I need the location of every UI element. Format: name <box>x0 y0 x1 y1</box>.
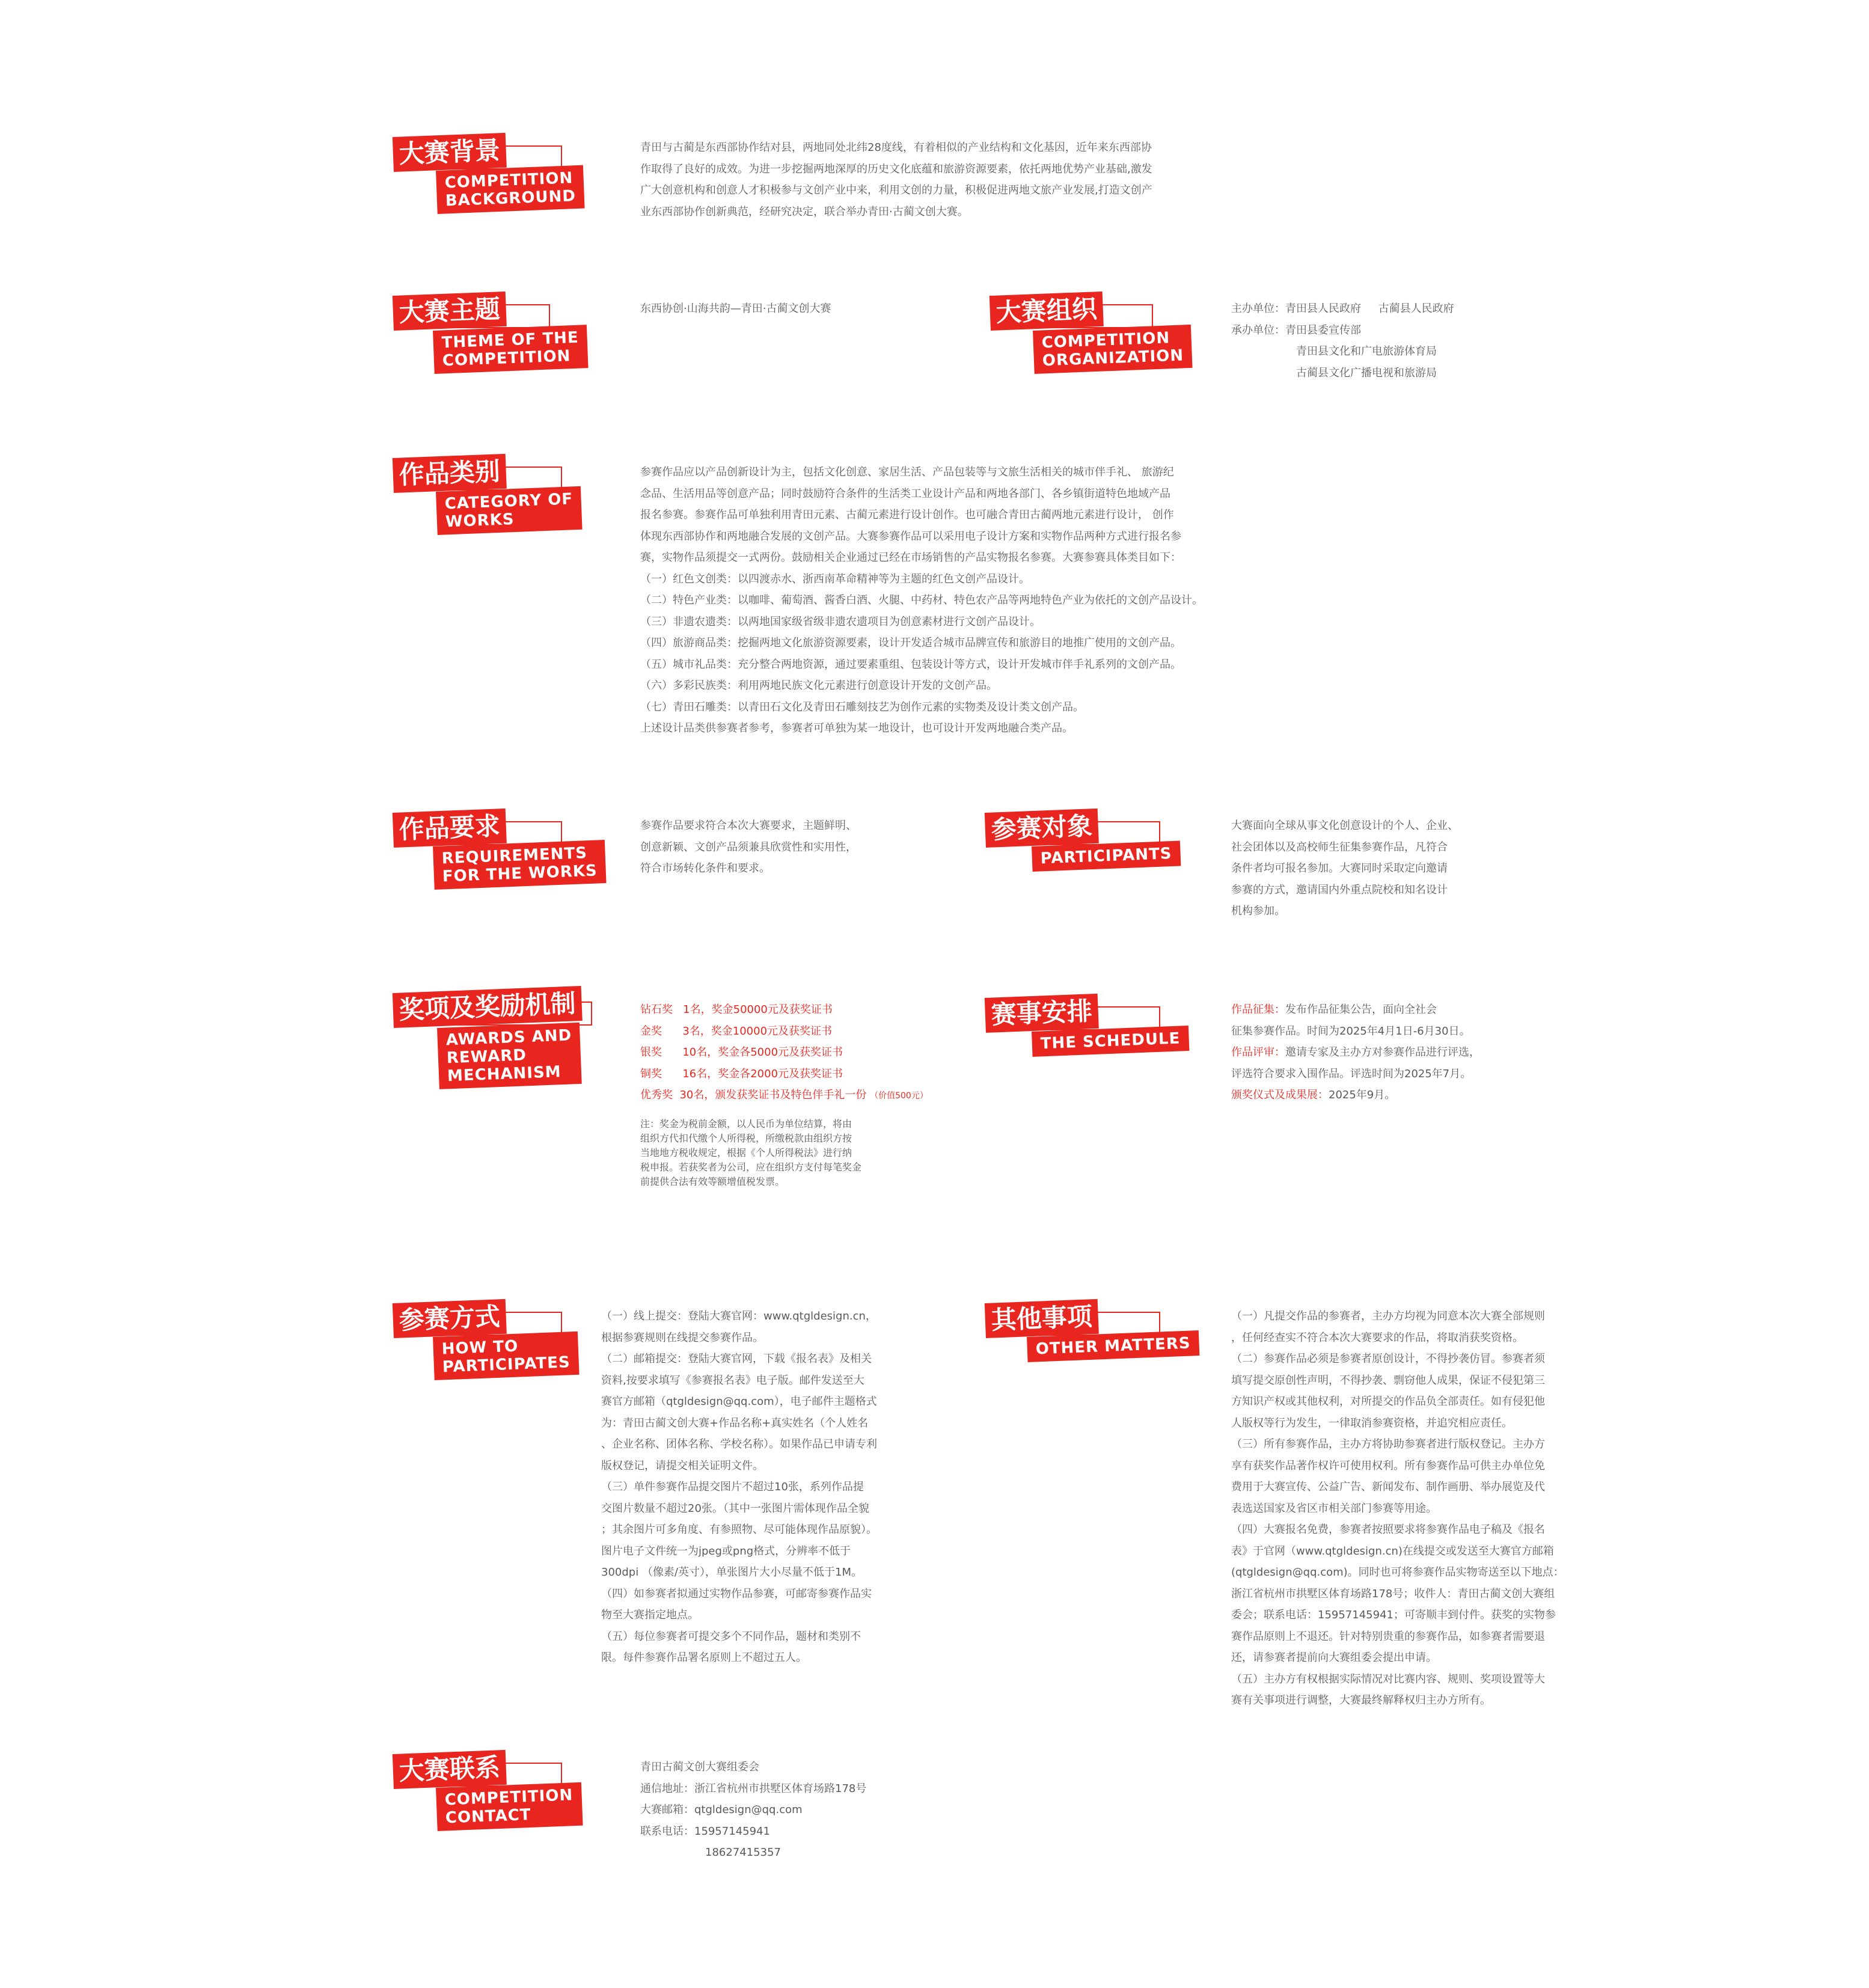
badge-title-en: COMPETITION BACKGROUND <box>436 165 585 214</box>
badge-title-en: THE SCHEDULE <box>1032 1026 1189 1057</box>
organization-text: 主办单位：青田县人民政府 古蔺县人民政府 承办单位：青田县委宣传部 青田县文化和广电旅游体育局 古蔺县文化广播电视和旅游局 <box>1231 302 1454 379</box>
section-badge-other <box>986 1301 1191 1387</box>
awards-list <box>640 999 928 1107</box>
theme-text: 东西协创·山海共韵—青田·古蔺文创大赛 <box>640 302 831 315</box>
section-badge-participants <box>986 811 1173 897</box>
badge-title-en: PARTICIPANTS <box>1032 841 1181 872</box>
badge-title-cn: 赛事安排 <box>985 994 1099 1033</box>
background-text: 青田与古蔺是东西部协作结对县，两地同处北纬28度线，有着相似的产业结构和文化基因，近年来东西部协 作取得了良好的成效。为进一步挖掘两地深厚的历史文化底蕴和旅游资源要素，依托两地优势产业基础,激发 广大创意机构和创意人才积极参与文创产业中来，利用文创的力量，积极促进两地文旅产业发展,打造文创产 业东西部协作创新典范，经研究决定，联合举办青田·古蔺文创大赛。 <box>640 141 1152 218</box>
contact-phone-2: 18627415357 <box>705 1846 781 1859</box>
badge-title-cn: 大赛组织 <box>990 292 1104 331</box>
award-item: 钻石奖 1名，奖金50000元及获奖证书 <box>640 1003 833 1016</box>
badge-title-en: AWARDS AND REWARD MECHANISM <box>437 1023 582 1089</box>
schedule-text: 作品征集：发布作品征集公告，面向全社会 征集参赛作品。时间为2025年4月1日-6月30日。 作品评审：邀请专家及主办方对参赛作品进行评选， 评选符合要求入围作品。评选时间为2025年7月。 颁奖仪式及成果展：2025年9月。 <box>1231 1003 1480 1101</box>
badge-title-en: OTHER MATTERS <box>1027 1330 1199 1362</box>
section-badge-schedule <box>986 996 1181 1082</box>
section-badge-organization <box>991 294 1184 380</box>
badge-title-en: COMPETITION ORGANIZATION <box>1033 325 1193 374</box>
badge-title-cn: 大赛主题 <box>393 292 507 331</box>
badge-title-en: CATEGORY OF WORKS <box>436 486 583 535</box>
section-badge-awards <box>394 988 577 1086</box>
award-item: 金奖 3名，奖金10000元及获奖证书 <box>640 1024 833 1038</box>
awards-note: 注：奖金为税前金额，以人民币为单位结算，将由 组织方代扣代缴个人所得税，所缴税款由组织方按 当地地方税收规定，根据《个人所得税法》进行纳 税申报。若获奖者为公司，应在组织方支付每笔奖金 前提供合法有效等额增值税发票。 <box>640 1118 862 1187</box>
badge-title-cn: 作品类别 <box>393 454 507 493</box>
badge-title-cn: 参赛方式 <box>393 1299 507 1338</box>
badge-title-cn: 参赛对象 <box>985 809 1099 848</box>
participants-text: 大赛面向全球从事文化创意设计的个人、企业、 社会团体以及高校师生征集参赛作品，凡符合 条件者均可报名参加。大赛同时采取定向邀请 参赛的方式，邀请国内外重点院校和知名设计 机构参加。 <box>1231 819 1458 917</box>
requirements-text: 参赛作品要求符合本次大赛要求，主题鲜明、 创意新颖、文创产品须兼具欣赏性和实用性， 符合市场转化条件和要求。 <box>640 819 857 875</box>
section-badge-howto <box>394 1303 574 1387</box>
award-item: 铜奖 16名，奖金各2000元及获奖证书 <box>640 1067 843 1080</box>
badge-title-cn: 作品要求 <box>393 809 507 848</box>
section-badge-category <box>394 458 574 542</box>
contact-text: 青田古蔺文创大赛组委会 通信地址：浙江省杭州市拱墅区体育场路178号 大赛邮箱：qtgldesign@qq.com 联系电话：15957145941 18627415357 <box>640 1757 866 1864</box>
contact-email: qtgldesign@qq.com <box>694 1803 803 1816</box>
section-badge-background <box>394 135 577 221</box>
badge-title-cn: 大赛联系 <box>393 1750 507 1789</box>
section-badge-requirements <box>394 811 598 897</box>
other-text: （一）凡提交作品的参赛者，主办方均视为同意本次大赛全部规则 ，任何经查实不符合本次大赛要求的作品，将取消获奖资格。 （二）参赛作品必须是参赛者原创设计，不得抄袭仿冒。参赛者须 填写提交原创性声明，不得抄袭、剽窃他人成果，保证不侵犯第三 方知识产权或其他权利，对所提交的作品负全部责任。如有侵犯他 人版权等行为发生，一律取消参赛资格，并追究相应责任。 （三）所有参赛作品，主办方将协助参赛者进行版权登记。主办方 享有获奖作品著作权许可使用权利。所有参赛作品可供主办单位免 费用于大赛宣传、公益广告、新闻发布、制作画册、举办展览及代 表选送国家及省区市相关部门参赛等用途。 （四）大赛报名免费，参赛者按照要求将参赛作品电子稿及《报名 表》于官网（www.qtgldesign.cn)在线提交或发送至大赛官方邮箱 (qtgldesign@qq.com)。同时也可将参赛作品实物寄送至以下地点： 浙江省杭州市拱墅区体育场路178号；收件人：青田古蔺文创大赛组 委会；联系电话：15957145941；可寄顺丰到付件。获奖的实物参 赛作品原则上不退还。针对特别贵重的参赛作品，如参赛者需要退 还，请参赛者提前向大赛组委会提出申请。 （五）主办方有权根据实际情况对比赛内容、规则、奖项设置等大 赛有关事项进行调整，大赛最终解释权归主办方所有。 <box>1231 1310 1564 1707</box>
badge-title-cn: 其他事项 <box>985 1299 1099 1338</box>
section-badge-contact <box>394 1754 574 1838</box>
section-badge-theme <box>394 294 580 380</box>
badge-title-en: HOW TO PARTICIPATES <box>433 1332 579 1380</box>
badge-title-en: REQUIREMENTS FOR THE WORKS <box>433 840 606 890</box>
award-item: 银奖 10名，奖金各5000元及获奖证书 <box>640 1046 843 1059</box>
badge-title-cn: 奖项及奖励机制 <box>393 986 583 1028</box>
badge-title-en: COMPETITION CONTACT <box>436 1782 583 1831</box>
award-item: 优秀奖 30名，颁发获奖证书及特色伴手礼一份 （价值500元） <box>640 1089 928 1101</box>
category-text: 参赛作品应以产品创新设计为主，包括文化创意、家居生活、产品包装等与文旅生活相关的城市伴手礼、 旅游纪 念品、生活用品等创意产品；同时鼓励符合条件的生活类工业设计产品和两地各部门、各乡镇街道特色地域产品 报名参赛。参赛作品可单独利用青田元素、古蔺元素进行设计创作。也可融合青田古蔺两地元素进行设计， 创作 体现东西部协作和两地融合发展的文创产品。大赛参赛作品可以采用电子设计方案和实物作品两种方式进行报名参 赛，实物作品须提交一式两份。鼓励相关企业通过已经在市场销售的产品实物报名参赛。大赛参赛具体类目如下： （一）红色文创类：以四渡赤水、浙西南革命精神等为主题的红色文创产品设计。 （二）特色产业类：以咖啡、葡萄酒、酱香白酒、火腿、中药材、特色农产品等两地特色产业为依托的文创产品设计。 （三）非遗农遗类：以两地国家级省级非遗农遗项目为创意素材进行文创产品设计。 （四）旅游商品类：挖掘两地文化旅游资源要素，设计开发适合城市品牌宣传和旅游目的地推广使用的文创产品。 （五）城市礼品类：充分整合两地资源，通过要素重组、包装设计等方式，设计开发城市伴手礼系列的文创产品。 （六）多彩民族类：利用两地民族文化元素进行创意设计开发的文创产品。 （七）青田石雕类：以青田石文化及青田石雕刻技艺为创作元素的实物类及设计类文创产品。 上述设计品类供参赛者参考，参赛者可单独为某一地设计，也可设计开发两地融合类产品。 <box>640 466 1203 735</box>
badge-title-cn: 大赛背景 <box>393 133 507 172</box>
contact-phone: 15957145941 <box>694 1824 770 1838</box>
badge-title-en: THEME OF THE COMPETITION <box>433 325 589 374</box>
howto-text: （一）线上提交：登陆大赛官网：www.qtgldesign.cn， 根据参赛规则在线提交参赛作品。 （二）邮箱提交：登陆大赛官网，下载《报名表》及相关 资料,按要求填写《参赛报名表》电子版。邮件发送至大 赛官方邮箱（qtgldesign@qq.com），电子邮件主题格式 为：青田古蔺文创大赛+作品名称+真实姓名（个人姓名 、企业名称、团体名称、学校名称）。如果作品已申请专利 版权登记，请提交相关证明文件。 （三）单件参赛作品提交图片不超过10张，系列作品提 交图片数量不超过20张。（其中一张图片需体现作品全貌 ；其余图片可多角度、有参照物、尽可能体现作品原貌）。 图片电子文件统一为jpeg或png格式，分辨率不低于 300dpi （像素/英寸），单张图片大小尽量不低于1M。 （四）如参赛者拟通过实物作品参赛，可邮寄参赛作品实 物至大赛指定地点。 （五）每位参赛者可提交多个不同作品，题材和类别不 限。每件参赛作品署名原则上不超过五人。 <box>601 1310 877 1664</box>
